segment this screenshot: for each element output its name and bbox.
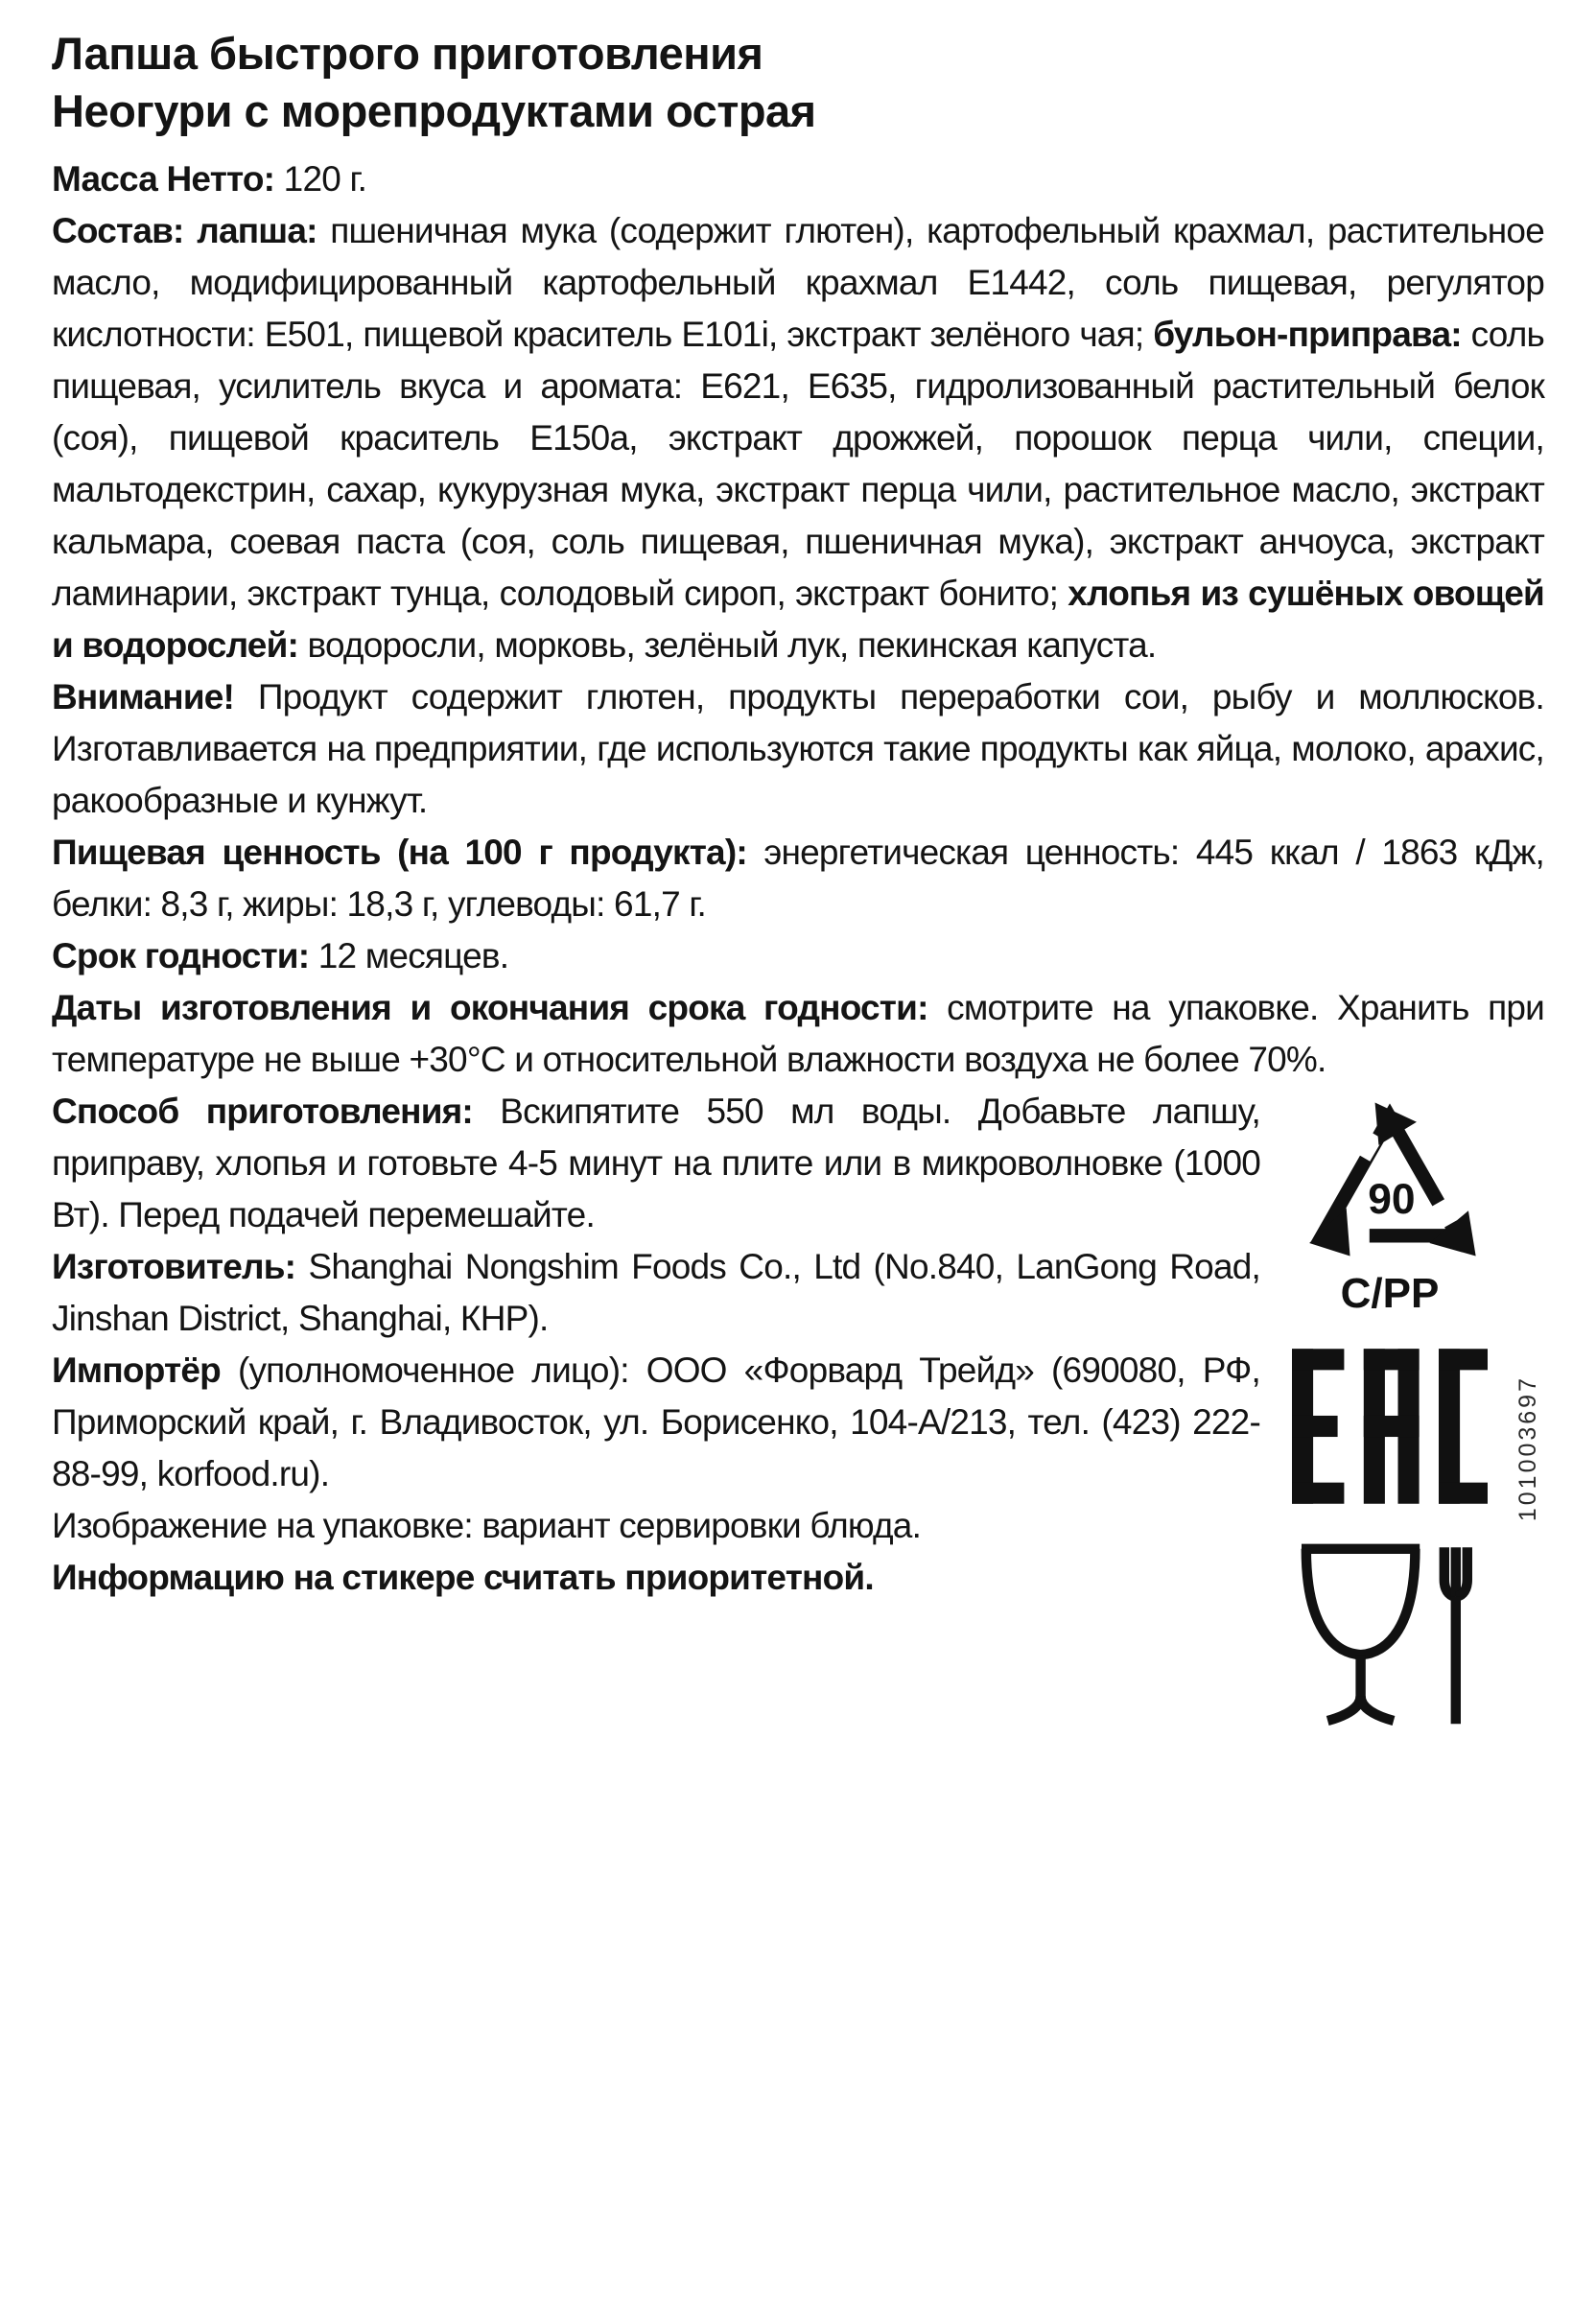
net-weight-paragraph <box>52 153 1544 205</box>
recycling-triangle-icon <box>1296 1090 1484 1270</box>
material-code-label: C/PP <box>1340 1270 1440 1317</box>
composition-broth-label: бульон-приправа: <box>1153 315 1462 354</box>
dates-text: смотрите на упаковке. Хранить при температуре не выше +30°С и относительной влажности воздуха не более 70%. <box>52 988 1544 1079</box>
shelf-life-text: 12 месяцев. <box>309 936 509 975</box>
manufacturer-label: Изготовитель: <box>52 1247 296 1286</box>
composition-label: Состав: лапша: <box>52 211 317 250</box>
warning-text: Продукт содержит глютен, продукты переработки сои, рыбу и моллюсков. Изготавливается на предприятии, где используются такие продукты как яйца, молоко, арахис, ракообразные и кунжут. <box>52 677 1544 820</box>
warning-label: Внимание! <box>52 677 235 716</box>
dates-label: Даты изготовления и окончания срока годности: <box>52 988 928 1027</box>
label-body <box>52 153 1544 1604</box>
sticker-note-text: Информацию на стикере считать приоритетной. <box>52 1558 874 1597</box>
composition-paragraph <box>52 205 1544 671</box>
glass-fork-icon <box>1294 1537 1486 1732</box>
product-title-line2: Неогури с морепродуктами острая <box>52 85 816 136</box>
dates-paragraph <box>52 982 1544 1086</box>
certification-icons-stack <box>1287 1090 1492 1732</box>
net-weight-value: 120 г. <box>274 159 367 199</box>
composition-broth: соль пищевая, усилитель вкуса и аромата: Е621, Е635, гидролизованный растительный белок (соя), пищевой краситель Е150а, экстракт дрожжей, порошок перца чили, специи, мальтодекстрин, сахар, кукурузная мука, экстракт перца чили, растительное масло, экстракт кальмара, соевая паста (соя, соль пищевая, пшеничная мука), экстракт анчоуса, экстракт ламинарии, экстракт тунца, солодовый сироп, экстракт бонито; <box>52 315 1544 613</box>
nutrition-label: Пищевая ценность (на 100 г продукта): <box>52 833 747 872</box>
nutrition-paragraph <box>52 827 1544 930</box>
nutrition-text: энергетическая ценность: 445 ккал / 1863 кДж, белки: 8,3 г, жиры: 18,3 г, углеводы: 61,7 г. <box>52 833 1545 924</box>
importer-text: (уполномоченное лицо): ООО «Форвард Трейд» (690080, РФ, Приморский край, г. Владивосток, ул. Борисенко, 104-А/213, тел. (423) 222-88-99, korfood.ru). <box>52 1351 1260 1493</box>
shelf-life-paragraph <box>52 930 1544 982</box>
certification-marks <box>1287 1090 1544 1732</box>
composition-flakes: водоросли, морковь, зелёный лук, пекинская капуста. <box>298 625 1157 665</box>
composition-flakes-label: хлопья из сушёных овощей и водорослей: <box>52 574 1544 665</box>
eac-icon <box>1292 1349 1488 1504</box>
recycling-code: 90 <box>1368 1176 1416 1224</box>
warning-paragraph <box>52 671 1544 827</box>
manufacturer-text: Shanghai Nongshim Foods Co., Ltd (No.840, LanGong Road, Jinshan District, Shanghai, КНР). <box>52 1247 1260 1338</box>
cooking-text: Вскипятите 550 мл воды. Добавьте лапшу, приправу, хлопья и готовьте 4-5 минут на плите или в микроволновке (1000 Вт). Перед подачей перемешайте. <box>52 1092 1260 1234</box>
cooking-label: Способ приготовления: <box>52 1092 473 1131</box>
shelf-life-label: Срок годности: <box>52 936 310 975</box>
eac-mark <box>1292 1349 1488 1504</box>
image-note-text: Изображение на упаковке: вариант сервировки блюда. <box>52 1506 922 1545</box>
composition-noodles: пшеничная мука (содержит глютен), картофельный крахмал, растительное масло, модифицированный картофельный крахмал Е1442, соль пищевая, регулятор кислотности: Е501, пищевой краситель Е101i, экстракт зелёного чая; <box>52 211 1544 354</box>
net-weight-label: Масса Нетто: <box>52 159 275 199</box>
product-title <box>52 25 1544 140</box>
importer-label: Импортёр <box>52 1351 221 1390</box>
product-title-line1: Лапша быстрого приготовления <box>52 28 763 79</box>
side-number: 101003697 <box>1514 1375 1541 1522</box>
